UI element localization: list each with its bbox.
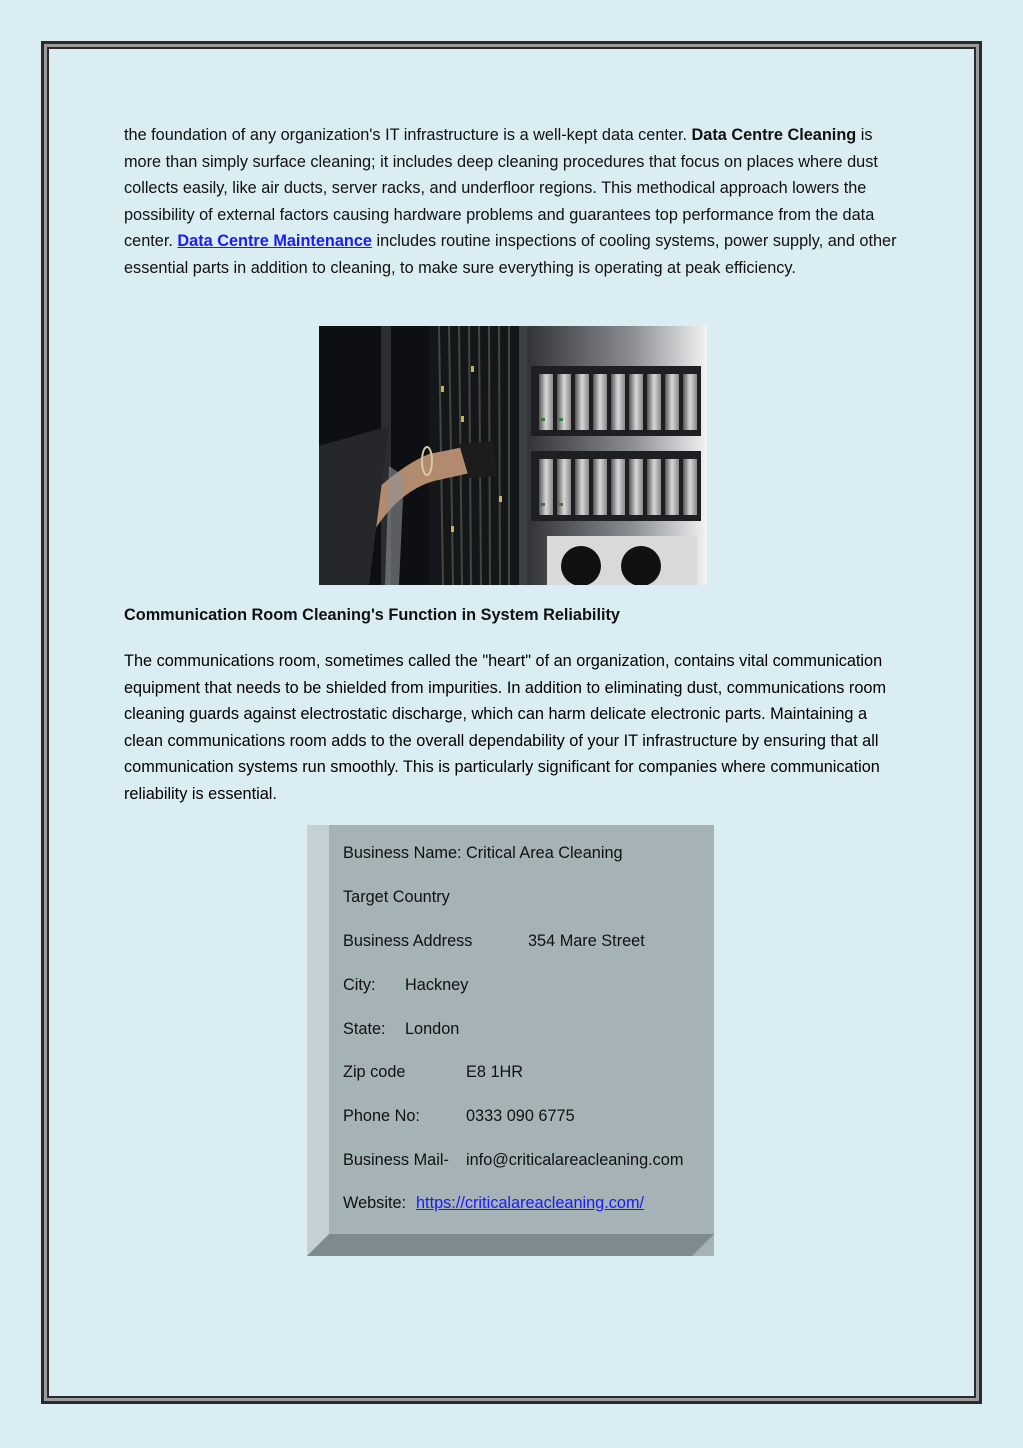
state-label: State: — [343, 1020, 386, 1038]
business-name-label: Business Name: — [343, 844, 462, 862]
paragraph-intro — [124, 122, 904, 282]
business-address-value: 354 Mare Street — [528, 932, 645, 950]
data-centre-maintenance-link[interactable]: Data Centre Maintenance — [177, 232, 372, 251]
server-rack-illustration — [319, 326, 707, 585]
website-label: Website: — [343, 1194, 407, 1212]
intro-text-a: the foundation of any organization's IT infrastructure is a well-kept data center. — [124, 126, 692, 144]
phone-label: Phone No: — [343, 1107, 420, 1125]
zip-label: Zip code — [343, 1063, 406, 1081]
intro-bold-term: Data Centre Cleaning — [691, 126, 857, 144]
business-name-value: Critical Area Cleaning — [466, 844, 623, 862]
intro-text-c: includes routine inspections of cooling systems, power supply, and other essential parts in addition to cleaning, to make sure everything is operating at peak efficiency. — [124, 232, 897, 277]
phone-value: 0333 090 6775 — [466, 1107, 575, 1125]
communications-text: The communications room, sometimes called the "heart" of an organization, contains vital communication equipment that needs to be shielded from impurities. In addition to eliminating dust, communications room cleaning guards against electrostatic discharge, which can harm delicate electronic parts. Maintaining a clean communications room adds to the overall dependability of your IT infrastructure by ensuring that all communication systems run smoothly. This is particularly significant for companies where communication reliability is essential. — [124, 652, 887, 803]
paragraph-communications — [124, 648, 904, 808]
city-label: City: — [343, 976, 376, 994]
target-country-label: Target Country — [343, 888, 450, 906]
intro-text — [124, 122, 904, 282]
business-address-label: Business Address — [343, 932, 473, 950]
server-rack-photo — [319, 326, 707, 585]
intro-text-b: is more than simply surface cleaning; it includes deep cleaning procedures that focus on places where dust collects easily, like air ducts, server racks, and underfloor regions. This methodical approach lowers the possibility of external factors causing hardware problems and guarantees top performance from the data center. — [124, 126, 878, 251]
zip-value: E8 1HR — [466, 1063, 524, 1081]
mail-value: info@criticalareacleaning.com — [466, 1151, 684, 1169]
mail-label: Business Mail- — [343, 1151, 449, 1169]
city-value: Hackney — [405, 976, 469, 994]
state-value: London — [405, 1020, 460, 1038]
website-link[interactable]: https://criticalareacleaning.com/ — [416, 1194, 645, 1212]
business-info-box — [307, 825, 714, 1256]
section-heading: Communication Room Cleaning's Function in System Reliability — [124, 606, 620, 624]
